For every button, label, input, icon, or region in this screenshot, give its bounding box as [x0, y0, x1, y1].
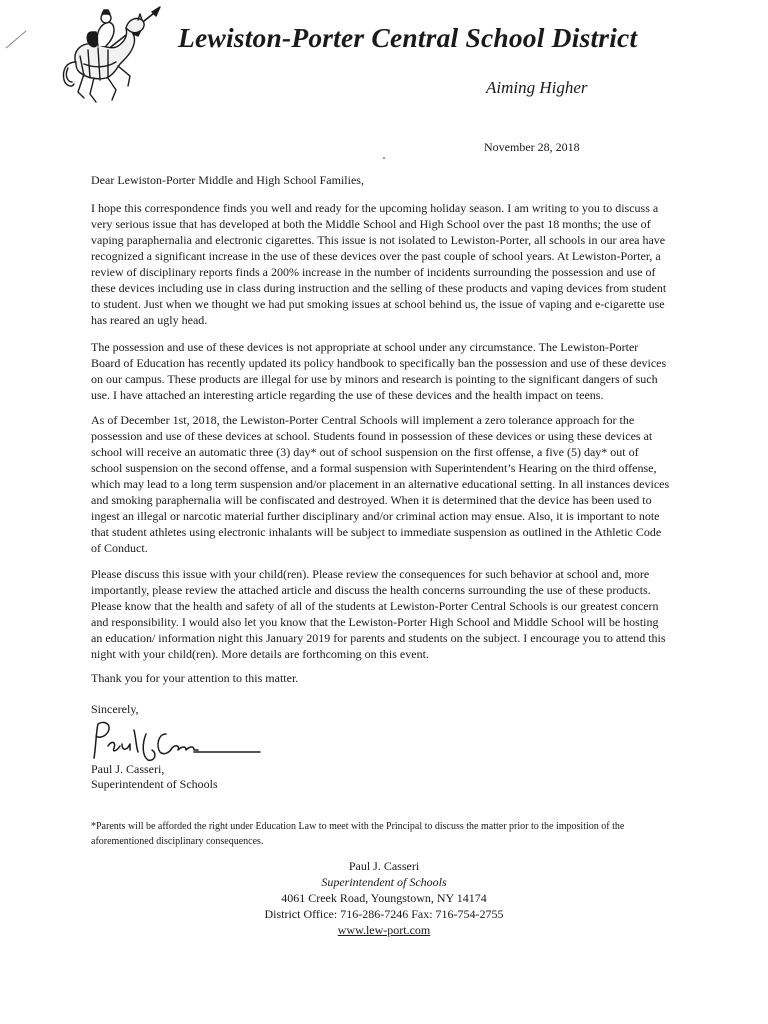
- speck: [383, 157, 385, 159]
- paragraph-line: review of disciplinary reports finds a 200% increase in the number of incidents surrounding the possession and use of: [91, 265, 656, 279]
- paragraph-line: importantly, please review the attached article and discuss the health concerns surrounding the use of these products.: [91, 583, 651, 597]
- salutation: Dear Lewiston-Porter Middle and High School Families,: [91, 173, 364, 187]
- signer-title: Superintendent of Schools: [91, 777, 218, 791]
- paragraph-line: Board of Education has recently updated its policy handbook to specifically ban the possession and use of these devices: [91, 356, 667, 370]
- paragraph-line: that student athletes using electronic inhalants will be subject to immediate suspension as outlined in the Athletic Code: [91, 525, 662, 539]
- paragraph-line: on our campus. These products are illegal for use by minors and research is pointing to the significant dangers of such: [91, 372, 658, 386]
- letter-date: November 28, 2018: [484, 140, 580, 154]
- website-link[interactable]: www.lew-port.com: [337, 923, 431, 937]
- paragraph-line: possession and use of these devices at school. Students found in possession of these devices or using these devices at: [91, 429, 653, 443]
- paragraph-line: to student. Just when we thought we had put smoking issues at school behind us, the issue of vaping and e-cigarette use: [91, 297, 665, 311]
- footnote-line: *Parents will be afforded the right under Education Law to meet with the Principal to discuss the matter prior to the imposition of the: [91, 821, 625, 832]
- paragraph-line: an education/ information night this January 2019 for parents and students on the subject. I encourage you to attend this: [91, 631, 666, 645]
- pen-mark-icon: [4, 28, 28, 50]
- footnote-line: aforementioned disciplinary consequences.: [91, 836, 264, 847]
- paragraph-line: and responsibility. I would also let you know that the Lewiston-Porter High School and Middle School will be hosting: [91, 615, 659, 629]
- signer-name: Paul J. Casseri,: [91, 762, 165, 776]
- footer-phones: District Office: 716-286-7246 Fax: 716-754-2755: [264, 907, 504, 921]
- paragraph-line: Please know that the health and safety of all of the students at Lewiston-Porter Central Schools is our greatest concern: [91, 599, 659, 613]
- knight-on-horse-icon: [54, 6, 164, 106]
- paragraph-policy: [91, 339, 683, 403]
- paragraph-line: of Conduct.: [91, 541, 148, 555]
- footnote: [91, 819, 691, 849]
- footer-address: 4061 Creek Road, Youngstown, NY 14174: [281, 891, 487, 905]
- paragraph-line: ingest an illegal or narcotic material further disciplinary and/or criminal action may ensue. Also, it is important to note: [91, 509, 660, 523]
- paragraph-request: [91, 566, 683, 662]
- paragraph-line: use. I have attached an interesting article regarding the use of these devices and the health impact on teens.: [91, 388, 604, 402]
- paragraph-line: has reared an ugly head.: [91, 313, 208, 327]
- paragraph-line: As of December 1st, 2018, the Lewiston-Porter Central Schools will implement a zero tolerance approach for the: [91, 413, 635, 427]
- paragraph-line: The possession and use of these devices is not appropriate at school under any circumstance. The Lewiston-Porter: [91, 340, 639, 354]
- paragraph-line: night with your child(ren). More details are forthcoming on this event.: [91, 647, 429, 661]
- closing: Sincerely,: [91, 702, 139, 716]
- paragraph-line: recognized a significant increase in the use of these devices over the past couple of school years. At Lewiston-Porter, a: [91, 249, 661, 263]
- paragraph-line: school suspension on the second offense, and a formal suspension with Superintendent’s Hearing on the third offense,: [91, 461, 657, 475]
- paragraph-line: and smoking paraphernalia will be confiscated and destroyed. When it is determined that the device has been used to: [91, 493, 652, 507]
- handwritten-signature: [86, 718, 266, 766]
- paragraph-intro: [91, 200, 683, 328]
- thanks-line: Thank you for your attention to this matter.: [91, 671, 299, 685]
- paragraph-line: school will receive an automatic three (3) day* out of school suspension on the first offense, a five (5) day* out of: [91, 445, 639, 459]
- paragraph-line: vaping paraphernalia and electronic cigarettes. This issue is not isolated to Lewiston-Porter, all schools in our area have: [91, 233, 666, 247]
- paragraph-line: I hope this correspondence finds you well and ready for the upcoming holiday season. I am writing to you to discuss a: [91, 201, 659, 215]
- district-motto: Aiming Higher: [486, 78, 588, 97]
- paragraph-line: these devices including use in class during instruction and the selling of these products and vaping devices from student: [91, 281, 667, 295]
- letter-footer: [184, 858, 584, 938]
- paragraph-line: which may lead to a long term suspension and/or placement in an alternative educational setting. In all instances devices: [91, 477, 670, 491]
- paragraph-consequences: [91, 412, 683, 556]
- footer-name: Paul J. Casseri: [348, 859, 420, 873]
- footer-title: Superintendent of Schools: [321, 875, 447, 889]
- district-name: Lewiston-Porter Central School District: [178, 22, 638, 53]
- paragraph-line: very serious issue that has developed at both the Middle School and High School over the past 18 months; the use of: [91, 217, 651, 231]
- paragraph-line: Please discuss this issue with your child(ren). Please review the consequences for such behavior at school and, more: [91, 567, 650, 581]
